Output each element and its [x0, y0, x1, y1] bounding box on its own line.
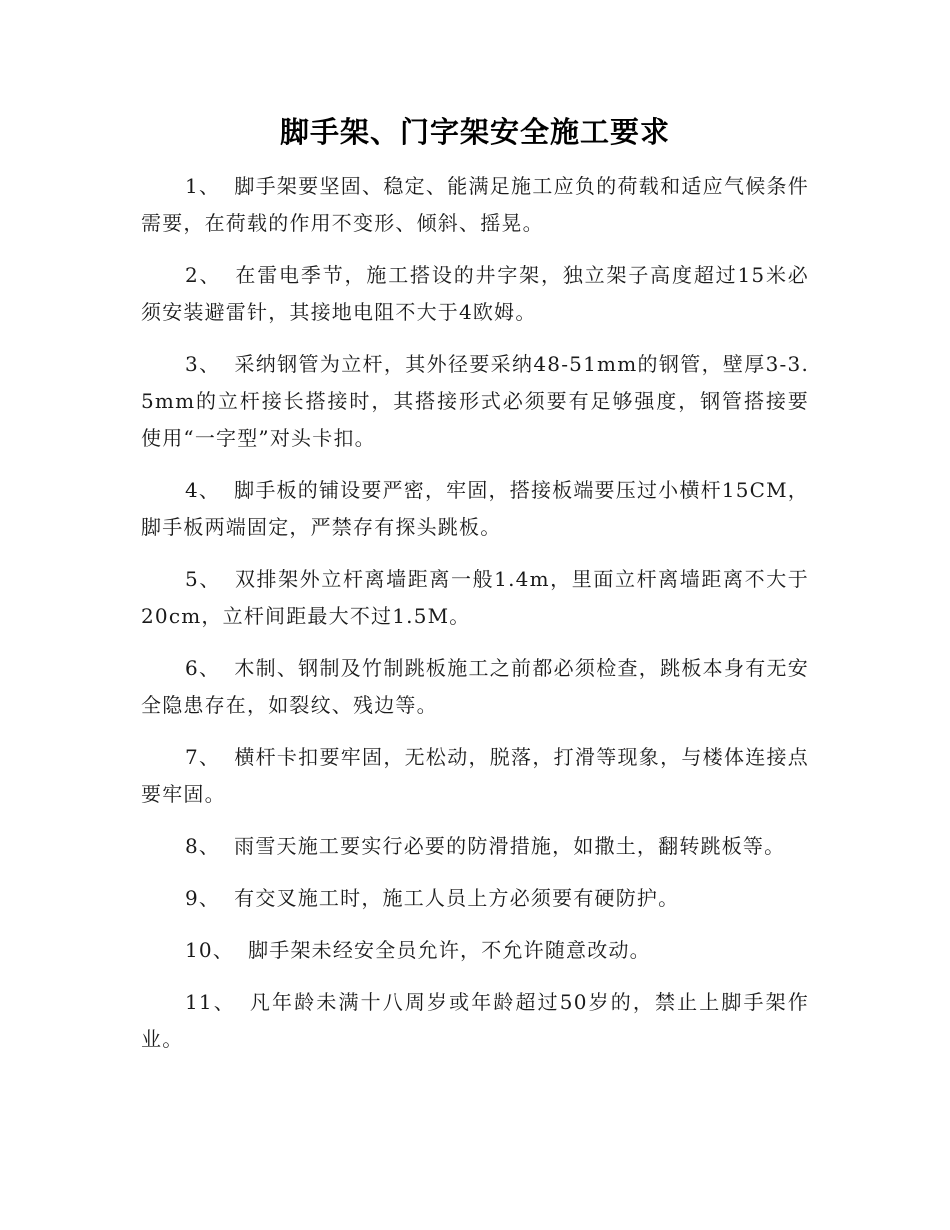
- item-number: 6、: [185, 656, 221, 680]
- item-number: 2、: [185, 263, 222, 287]
- item-number: 5、: [185, 567, 221, 591]
- item-number: 11、: [185, 990, 236, 1014]
- list-item: [141, 828, 809, 865]
- document-body: [141, 168, 809, 1073]
- list-item: [141, 257, 809, 331]
- list-item: [141, 346, 809, 457]
- list-item: [141, 739, 809, 813]
- item-text: 脚手架要坚固、稳定、能满足施工应负的荷载和适应气候条件需要，在荷载的作用不变形、倾斜、摇晃。: [141, 174, 810, 235]
- item-text: 在雷电季节，施工搭设的井字架，独立架子高度超过15米必须安装避雷针，其接地电阻不大于4欧姆。: [141, 263, 809, 324]
- item-number: 7、: [185, 745, 221, 769]
- item-text: 木制、钢制及竹制跳板施工之前都必须检查，跳板本身有无安全隐患存在，如裂纹、残边等。: [141, 656, 810, 717]
- item-number: 4、: [185, 478, 221, 502]
- item-text: 有交叉施工时，施工人员上方必须要有硬防护。: [234, 886, 680, 910]
- list-item: [141, 880, 809, 917]
- item-text: 雨雪天施工要实行必要的防滑措施，如撒土，翻转跳板等。: [234, 834, 786, 858]
- list-item: [141, 168, 809, 242]
- item-number: 3、: [185, 352, 221, 376]
- list-item: [141, 984, 809, 1058]
- item-text: 脚手板的铺设要严密，牢固，搭接板端要压过小横杆15CM，脚手板两端固定，严禁存有探头跳板。: [141, 478, 809, 539]
- item-text: 凡年龄未满十八周岁或年龄超过50岁的，禁止上脚手架作业。: [141, 990, 809, 1051]
- item-number: 1、: [185, 174, 221, 198]
- item-text: 双排架外立杆离墙距离一般1.4m，里面立杆离墙距离不大于20cm，立杆间距最大不过1.5M。: [141, 567, 810, 628]
- item-text: 脚手架未经安全员允许，不允许随意改动。: [248, 938, 651, 962]
- item-number: 9、: [185, 886, 221, 910]
- item-text: 横杆卡扣要牢固，无松动，脱落，打滑等现象，与楼体连接点要牢固。: [141, 745, 810, 806]
- item-number: 10、: [185, 938, 235, 962]
- list-item: [141, 650, 809, 724]
- item-text: 采纳钢管为立杆，其外径要采纳48-51mm的钢管，壁厚3-3.5mm的立杆接长搭接时，其搭接形式必须要有足够强度，钢管搭接要使用“一字型”对头卡扣。: [141, 352, 809, 450]
- list-item: [141, 561, 809, 635]
- list-item: [141, 932, 809, 969]
- item-number: 8、: [185, 834, 221, 858]
- document-title: 脚手架、门字架安全施工要求: [279, 115, 670, 149]
- list-item: [141, 472, 809, 546]
